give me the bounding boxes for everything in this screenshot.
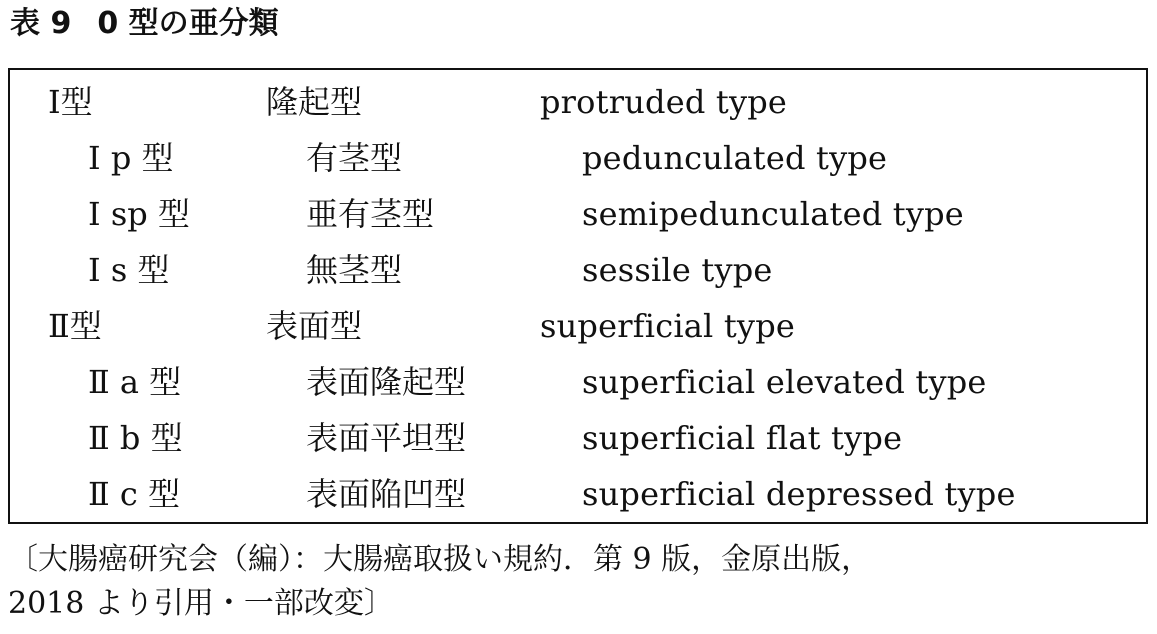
japanese-name: 亜有茎型 bbox=[306, 195, 435, 233]
english-name: superficial depressed type bbox=[582, 475, 1016, 513]
type-code: Ⅰ s 型 bbox=[88, 251, 170, 289]
table-row bbox=[10, 186, 1146, 242]
english-name: protruded type bbox=[540, 83, 788, 121]
type-code: Ⅰ型 bbox=[48, 83, 93, 121]
type-code: Ⅰ p 型 bbox=[88, 139, 174, 177]
type-code: Ⅱ a 型 bbox=[88, 363, 182, 401]
english-name: semipedunculated type bbox=[582, 195, 964, 233]
english-name: pedunculated type bbox=[582, 139, 888, 177]
type-code: Ⅱ c 型 bbox=[88, 475, 181, 513]
japanese-name: 表面陥凹型 bbox=[306, 475, 467, 513]
table-row bbox=[10, 130, 1146, 186]
english-name: superficial type bbox=[540, 307, 796, 345]
table-title-text: 0 型の亜分類 bbox=[97, 6, 279, 41]
source-note-line-2: 2018 より引用・一部改変〕 bbox=[8, 586, 394, 621]
table-row bbox=[10, 354, 1146, 410]
table-row bbox=[10, 242, 1146, 298]
japanese-name: 表面型 bbox=[266, 307, 363, 345]
table-title bbox=[10, 4, 279, 44]
japanese-name: 表面平坦型 bbox=[306, 419, 467, 457]
japanese-name: 有茎型 bbox=[306, 139, 403, 177]
english-name: superficial flat type bbox=[582, 419, 903, 457]
japanese-name: 無茎型 bbox=[306, 251, 403, 289]
type-code: Ⅱ型 bbox=[48, 307, 102, 345]
table-row bbox=[10, 298, 1146, 354]
english-name: superficial elevated type bbox=[582, 363, 987, 401]
source-note bbox=[8, 538, 1148, 626]
table-number: 9 bbox=[50, 6, 72, 41]
type-code: Ⅱ b 型 bbox=[88, 419, 183, 457]
japanese-name: 隆起型 bbox=[266, 83, 363, 121]
english-name: sessile type bbox=[582, 251, 773, 289]
table-title-prefix: 表 bbox=[10, 6, 40, 41]
classification-table bbox=[8, 68, 1148, 524]
type-code: Ⅰ sp 型 bbox=[88, 195, 190, 233]
japanese-name: 表面隆起型 bbox=[306, 363, 467, 401]
table-row bbox=[10, 74, 1146, 130]
table-row bbox=[10, 466, 1146, 522]
table-row bbox=[10, 410, 1146, 466]
source-note-line-1: 〔大腸癌研究会（編）：大腸癌取扱い規約．第 9 版，金原出版， bbox=[8, 542, 872, 577]
